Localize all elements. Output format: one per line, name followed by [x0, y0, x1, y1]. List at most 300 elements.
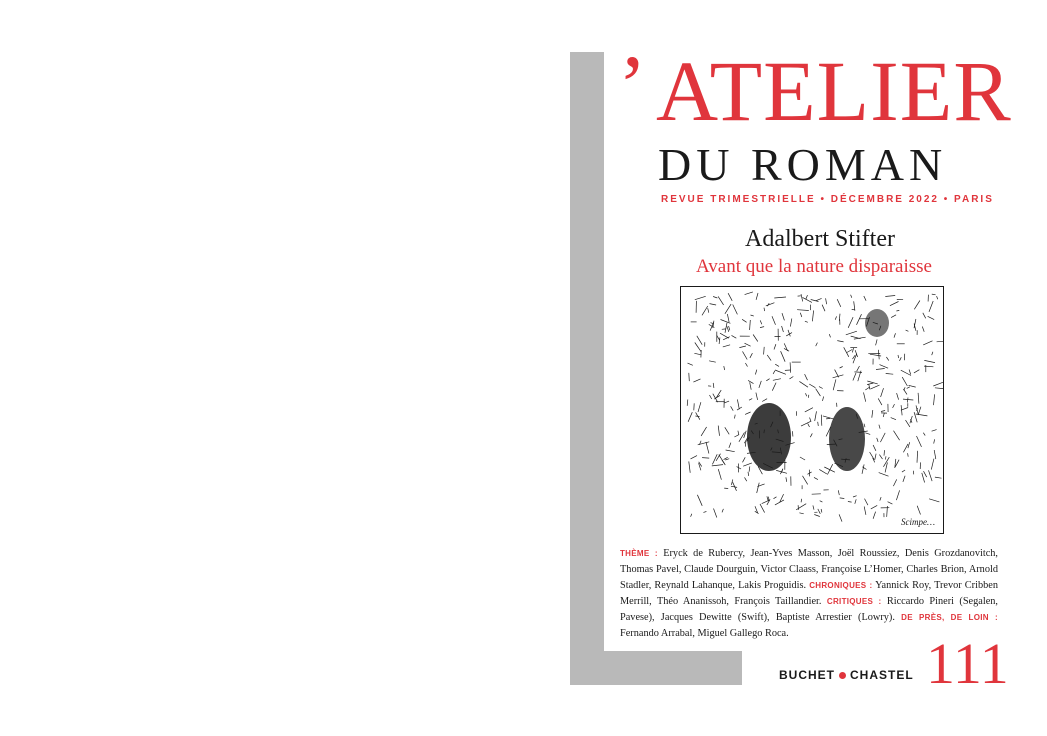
ink-stroke — [782, 326, 784, 332]
ink-stroke — [894, 333, 896, 337]
ink-stroke — [922, 473, 925, 483]
ink-stroke — [737, 467, 742, 469]
ink-stroke — [725, 323, 727, 333]
ink-stroke — [893, 404, 895, 408]
ink-stroke — [710, 304, 717, 305]
ink-stroke — [853, 354, 857, 364]
ink-stroke — [697, 495, 702, 506]
ink-stroke — [816, 298, 822, 300]
magazine-cover — [560, 37, 1020, 700]
ink-stroke — [918, 393, 919, 404]
ink-stroke — [689, 373, 690, 381]
ink-stroke — [706, 442, 709, 454]
ink-stroke — [724, 366, 725, 370]
ink-stroke — [854, 301, 855, 310]
ink-stroke — [753, 335, 758, 342]
ink-stroke — [775, 370, 786, 374]
section-label-theme: THÈME : — [620, 549, 658, 558]
ink-stroke — [712, 465, 723, 466]
ink-stroke — [876, 339, 878, 345]
ink-stroke — [847, 350, 852, 353]
ink-stroke — [833, 379, 836, 390]
ink-stroke — [934, 394, 935, 405]
ink-stroke — [883, 457, 889, 467]
ink-stroke — [878, 350, 879, 360]
ink-stroke — [735, 415, 736, 419]
ink-stroke — [734, 435, 739, 437]
ink-stroke — [815, 411, 817, 421]
ink-stroke — [755, 511, 759, 513]
dark-tree-hollow-left — [747, 403, 791, 471]
ink-stroke — [901, 408, 908, 411]
ink-stroke — [818, 422, 819, 426]
ink-stroke — [737, 399, 739, 409]
ink-stroke — [745, 292, 753, 295]
ink-stroke — [924, 471, 927, 477]
ink-stroke — [806, 295, 808, 299]
ink-stroke — [878, 398, 882, 405]
ink-stroke — [885, 296, 895, 297]
ink-stroke — [774, 497, 777, 499]
ink-stroke — [694, 353, 701, 355]
ink-stroke — [840, 367, 843, 369]
ink-stroke — [846, 331, 857, 335]
ink-stroke — [877, 438, 878, 442]
ink-stroke — [814, 515, 820, 517]
section-label-chroniques: CHRONIQUES : — [809, 581, 873, 591]
ink-stroke — [728, 293, 732, 301]
ink-stroke — [703, 512, 706, 513]
ink-stroke — [726, 450, 735, 452]
ink-stroke — [857, 366, 860, 371]
ink-stroke — [879, 425, 880, 429]
magazine-subtitle-title: DU ROMAN — [658, 139, 948, 190]
ink-stroke — [872, 410, 873, 418]
ink-stroke — [797, 310, 809, 311]
ink-stroke — [701, 427, 707, 436]
ink-stroke — [829, 334, 830, 337]
ink-stroke — [757, 483, 760, 493]
ink-stroke — [810, 418, 811, 422]
ink-stroke — [906, 330, 909, 331]
ink-stroke — [928, 316, 935, 319]
ink-stroke — [766, 303, 775, 306]
ink-stroke — [923, 341, 932, 345]
ink-stroke — [917, 506, 920, 515]
decorative-l-vertical — [570, 52, 604, 685]
ink-stroke — [760, 320, 762, 324]
ink-stroke — [893, 479, 896, 486]
dark-tree-hollow-right — [829, 407, 865, 471]
magazine-title: ATELIER — [656, 43, 1012, 139]
issue-info: REVUE TRIMESTRIELLE • DÉCEMBRE 2022 • PARIS — [661, 194, 994, 205]
ink-stroke — [879, 473, 889, 477]
ink-stroke — [871, 505, 877, 509]
ink-stroke — [888, 502, 893, 504]
ink-stroke — [790, 362, 791, 372]
section-text-depres: Fernando Arrabal, Miguel Gallego Roca. — [620, 628, 789, 640]
ink-stroke — [934, 439, 935, 443]
ink-stroke — [698, 402, 701, 412]
section-text-critiques: Riccardo Pineri (Segalen, Pavese), Jacques Dewitte (Swift), Baptiste Arrestier (Lowry). — [620, 596, 999, 624]
ink-stroke — [712, 454, 717, 464]
ink-stroke — [865, 433, 870, 435]
ink-stroke — [870, 385, 879, 389]
ink-stroke — [718, 296, 724, 305]
ink-stroke — [937, 296, 938, 299]
ink-stroke — [916, 405, 918, 415]
ink-stroke — [857, 314, 862, 325]
ink-stroke — [697, 336, 702, 345]
ink-stroke — [713, 383, 714, 388]
ink-stroke — [810, 433, 812, 437]
ink-stroke — [880, 497, 881, 501]
featured-author: Adalbert Stifter — [745, 226, 895, 252]
ink-stroke — [806, 393, 807, 396]
ink-stroke — [772, 316, 776, 325]
ink-stroke — [885, 456, 886, 459]
ink-stroke — [781, 351, 786, 362]
ink-stroke — [907, 387, 910, 389]
ink-stroke — [708, 308, 709, 313]
ink-stroke — [823, 397, 824, 401]
ink-stroke — [886, 357, 888, 361]
ink-stroke — [695, 343, 701, 352]
ink-stroke — [837, 341, 843, 342]
ink-stroke — [762, 399, 767, 402]
ink-stroke — [880, 433, 885, 442]
ink-stroke — [800, 313, 802, 317]
ink-stroke — [714, 509, 717, 518]
ink-stroke — [775, 500, 784, 505]
ink-stroke — [772, 383, 776, 391]
ink-stroke — [749, 467, 750, 472]
ink-stroke — [743, 457, 746, 462]
ink-stroke — [896, 490, 899, 500]
ink-stroke — [821, 509, 822, 513]
ink-stroke — [881, 411, 885, 412]
ink-stroke — [903, 476, 905, 482]
publisher-dot-icon — [839, 672, 846, 679]
ink-stroke — [713, 297, 717, 299]
ink-stroke — [862, 464, 864, 473]
ink-stroke — [723, 345, 730, 347]
ink-stroke — [732, 335, 737, 338]
ink-stroke — [743, 351, 748, 359]
ink-stroke — [691, 456, 698, 459]
ink-stroke — [710, 395, 712, 399]
publisher-name-left: BUCHET — [779, 668, 835, 682]
ink-stroke — [790, 319, 791, 327]
issue-number: 111 — [926, 631, 1009, 696]
ink-stroke — [932, 430, 937, 432]
ink-drawing — [681, 287, 943, 533]
ink-stroke — [848, 502, 852, 503]
ink-stroke — [800, 457, 805, 460]
ink-stroke — [820, 501, 823, 502]
ink-stroke — [739, 346, 746, 348]
ink-stroke — [786, 477, 787, 482]
ink-stroke — [733, 305, 738, 315]
ink-stroke — [903, 444, 908, 452]
ink-stroke — [854, 372, 862, 373]
ink-stroke — [903, 399, 913, 400]
ink-stroke — [749, 399, 752, 401]
ink-stroke — [848, 317, 853, 328]
ink-stroke — [742, 319, 747, 322]
ink-stroke — [750, 353, 753, 358]
publisher-logo — [779, 668, 914, 682]
ink-stroke — [840, 498, 845, 499]
ink-stroke — [748, 380, 753, 383]
ink-stroke — [902, 470, 905, 472]
ink-stroke — [827, 464, 832, 474]
ink-stroke — [855, 499, 856, 504]
ink-stroke — [719, 338, 720, 345]
ink-stroke — [725, 427, 729, 434]
ink-stroke — [826, 418, 830, 419]
ink-stroke — [816, 389, 821, 396]
ink-stroke — [933, 382, 943, 386]
cover-illustration — [680, 286, 944, 534]
ink-stroke — [864, 424, 865, 428]
ink-stroke — [773, 371, 775, 374]
ink-stroke — [923, 313, 926, 319]
ink-stroke — [799, 513, 803, 514]
ink-stroke — [914, 412, 917, 422]
ink-stroke — [853, 496, 857, 497]
ink-stroke — [725, 459, 729, 460]
ink-stroke — [731, 486, 737, 487]
ink-stroke — [750, 382, 752, 389]
ink-stroke — [903, 389, 907, 394]
ink-stroke — [695, 296, 706, 299]
section-text-chroniques: Yannick Roy, Trevor Cribben Merrill, Théo Ananissoh, François Taillandier. — [620, 580, 998, 608]
ink-stroke — [873, 445, 876, 451]
ink-stroke — [906, 420, 910, 427]
title-apostrophe: ’ — [618, 37, 647, 133]
ink-stroke — [731, 406, 734, 410]
ink-stroke — [759, 381, 761, 388]
ink-stroke — [917, 451, 918, 463]
ink-stroke — [923, 433, 925, 436]
ink-stroke — [907, 398, 908, 403]
ink-stroke — [867, 383, 873, 385]
ink-stroke — [725, 304, 731, 314]
ink-stroke — [788, 330, 790, 337]
ink-stroke — [835, 316, 836, 319]
ink-stroke — [876, 369, 885, 370]
ink-stroke — [852, 348, 853, 353]
ink-stroke — [853, 373, 856, 381]
ink-stroke — [880, 365, 889, 369]
ink-stroke — [745, 412, 751, 414]
ink-stroke — [864, 296, 866, 301]
ink-stroke — [839, 514, 842, 521]
ink-stroke — [916, 414, 928, 416]
table-of-contents — [620, 546, 998, 643]
ink-stroke — [937, 341, 943, 342]
ink-stroke — [894, 431, 900, 441]
ink-stroke — [687, 400, 688, 406]
ink-stroke — [813, 505, 814, 509]
ink-stroke — [748, 472, 749, 476]
ink-stroke — [751, 315, 754, 316]
ink-stroke — [722, 460, 725, 465]
ink-stroke — [790, 377, 794, 379]
ink-stroke — [884, 450, 885, 456]
ink-stroke — [914, 370, 920, 373]
ink-stroke — [756, 293, 758, 300]
ink-stroke — [760, 327, 764, 328]
ink-stroke — [745, 477, 747, 481]
ink-stroke — [870, 452, 874, 459]
ink-stroke — [851, 295, 852, 298]
ink-stroke — [902, 377, 907, 386]
ink-stroke — [722, 509, 723, 513]
ink-stroke — [932, 294, 936, 295]
ink-stroke — [822, 305, 825, 312]
issue-tagline: Avant que la nature disparaisse — [695, 256, 932, 277]
ink-stroke — [818, 509, 821, 514]
ink-stroke — [709, 361, 716, 362]
ink-stroke — [897, 393, 899, 400]
ink-stroke — [801, 421, 811, 426]
ink-stroke — [908, 453, 909, 457]
ink-stroke — [773, 379, 781, 381]
ink-stroke — [891, 418, 896, 420]
ink-stroke — [922, 327, 924, 332]
publisher-name-right: CHASTEL — [850, 668, 914, 682]
ink-stroke — [886, 374, 894, 375]
ink-stroke — [782, 313, 784, 320]
ink-stroke — [743, 463, 752, 466]
ink-stroke — [914, 301, 920, 310]
ink-stroke — [931, 459, 934, 470]
ink-stroke — [881, 388, 884, 397]
ink-stroke — [731, 479, 732, 485]
ink-stroke — [693, 379, 700, 382]
dark-foliage-top — [865, 309, 889, 337]
ink-stroke — [695, 416, 699, 417]
ink-stroke — [896, 310, 899, 311]
ink-stroke — [774, 297, 786, 298]
ink-stroke — [917, 436, 922, 447]
ink-stroke — [873, 512, 876, 519]
ink-stroke — [805, 321, 808, 322]
ink-stroke — [727, 326, 729, 332]
ink-stroke — [814, 477, 818, 479]
ink-stroke — [755, 370, 756, 375]
ink-stroke — [689, 461, 690, 472]
ink-stroke — [819, 469, 827, 474]
ink-stroke — [935, 477, 942, 478]
ink-stroke — [774, 344, 776, 349]
ink-stroke — [869, 384, 870, 389]
ink-stroke — [908, 442, 910, 448]
section-label-depres: DE PRÈS, DE LOIN : — [901, 613, 998, 623]
ink-stroke — [934, 450, 936, 459]
ink-stroke — [808, 424, 810, 427]
ink-stroke — [837, 299, 841, 307]
ink-stroke — [767, 355, 771, 361]
ink-stroke — [799, 381, 808, 387]
ink-stroke — [688, 363, 693, 365]
ink-stroke — [805, 408, 813, 412]
ink-stroke — [821, 415, 822, 426]
ink-stroke — [838, 490, 839, 495]
ink-stroke — [900, 357, 902, 361]
ink-stroke — [819, 387, 823, 389]
ink-stroke — [891, 315, 896, 318]
ink-stroke — [898, 355, 899, 358]
ink-stroke — [767, 496, 768, 501]
ink-stroke — [745, 343, 751, 346]
ink-stroke — [824, 467, 835, 472]
ink-stroke — [729, 443, 731, 448]
ink-stroke — [812, 310, 813, 321]
ink-stroke — [929, 499, 939, 502]
ink-stroke — [801, 499, 802, 503]
ink-stroke — [760, 504, 765, 513]
ink-stroke — [816, 343, 818, 347]
ink-stroke — [764, 308, 765, 311]
ink-stroke — [796, 504, 806, 510]
ink-stroke — [935, 388, 943, 389]
ink-stroke — [744, 431, 747, 438]
ink-stroke — [864, 392, 866, 401]
ink-stroke — [803, 476, 808, 485]
ink-stroke — [929, 470, 933, 481]
ink-stroke — [924, 360, 935, 362]
artist-signature: Scimpe… — [901, 517, 935, 527]
ink-stroke — [729, 326, 730, 330]
ink-stroke — [702, 306, 708, 315]
section-label-critiques: CRITIQUES : — [826, 597, 882, 607]
ink-stroke — [809, 384, 815, 388]
ink-stroke — [691, 514, 692, 517]
ink-stroke — [688, 412, 692, 422]
ink-stroke — [766, 379, 769, 381]
ink-stroke — [909, 370, 911, 375]
ink-stroke — [756, 393, 758, 400]
ink-stroke — [879, 455, 882, 460]
ink-stroke — [875, 454, 876, 460]
ink-stroke — [764, 347, 765, 355]
ink-stroke — [745, 363, 747, 367]
ink-stroke — [702, 458, 709, 459]
ink-stroke — [775, 364, 779, 366]
ink-stroke — [826, 298, 827, 304]
ink-stroke — [865, 499, 868, 506]
ink-stroke — [870, 354, 881, 356]
ink-stroke — [890, 302, 899, 306]
ink-stroke — [803, 297, 812, 302]
decorative-l-horizontal — [570, 651, 742, 685]
ink-stroke — [805, 374, 808, 380]
ink-stroke — [738, 431, 739, 435]
section-text-theme: Eryck de Rubercy, Jean-Yves Masson, Joël Roussiez, Denis Grozdanovitch, Thomas Pavel, Claude Dourguin, Victor Claass, Françoise L’Homer, Charles Brion, Arnold Stadler, Reynald Lahanque, Lakis Proguidis. — [620, 548, 998, 592]
ink-stroke — [718, 426, 719, 436]
ink-stroke — [929, 301, 933, 312]
ink-stroke — [918, 407, 921, 415]
ink-stroke — [864, 507, 866, 515]
ink-stroke — [718, 469, 721, 480]
ink-stroke — [883, 413, 884, 417]
ink-stroke — [713, 394, 718, 403]
ink-stroke — [750, 320, 751, 330]
ink-stroke — [727, 314, 729, 322]
